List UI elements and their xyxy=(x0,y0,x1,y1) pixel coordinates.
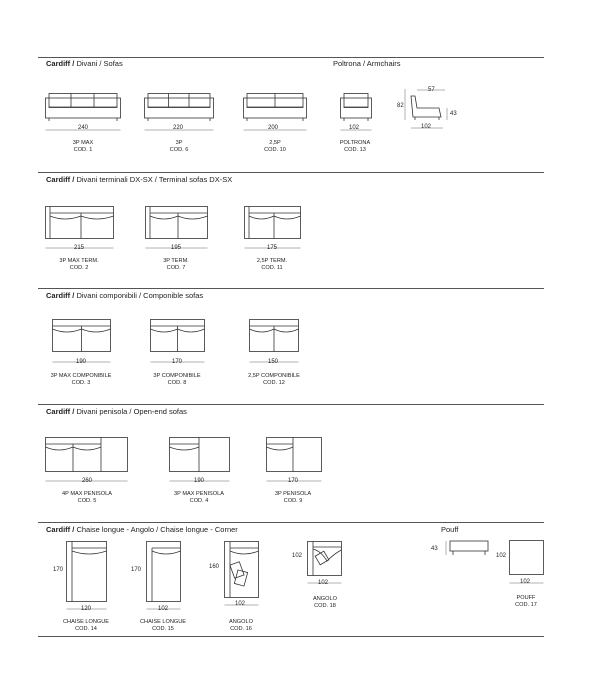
model-name: CHAISE LONGUE xyxy=(62,619,110,625)
width-dimension: 215 xyxy=(74,245,85,251)
section-title: Divani penisola / Open-end sofas xyxy=(76,407,187,416)
width-dimension: 260 xyxy=(82,478,93,484)
section-title: Divani componibili / Componible sofas xyxy=(76,291,204,300)
width-dimension: 190 xyxy=(194,478,205,484)
model-code: COD. 18 xyxy=(314,603,336,609)
width-dimension: 175 xyxy=(267,245,278,251)
model-caption xyxy=(275,491,311,505)
model-code: COD. 12 xyxy=(263,380,285,386)
model-caption xyxy=(248,373,300,387)
model-name: 2,5P xyxy=(269,140,281,146)
section-title: Divani / Sofas xyxy=(76,59,123,68)
section-divider xyxy=(38,288,544,289)
model-caption xyxy=(63,619,109,633)
model-caption xyxy=(264,140,286,154)
model-caption xyxy=(73,140,93,154)
pouff-side-drawing xyxy=(440,540,490,560)
height-dimension: 82 xyxy=(397,103,404,109)
depth-dimension: 57 xyxy=(428,87,435,93)
chaise-longue-15 xyxy=(146,541,182,613)
section-divider xyxy=(38,404,544,405)
height-dimension: 170 xyxy=(53,567,64,573)
model-name: 3P MAX TERM. xyxy=(59,258,99,264)
width-dimension: 195 xyxy=(171,245,182,251)
height-dimension: 170 xyxy=(131,567,142,573)
model-name: POLTRONA xyxy=(339,140,371,146)
width-dimension: 170 xyxy=(172,359,183,365)
width-dimension: 200 xyxy=(268,125,279,131)
section-divider xyxy=(38,636,544,637)
model-code: COD. 8 xyxy=(167,380,187,386)
width-dimension: 150 xyxy=(268,359,279,365)
model-name: POUFF xyxy=(516,595,536,601)
model-code: COD. 9 xyxy=(283,498,303,504)
height-dimension: 102 xyxy=(292,553,303,559)
model-caption xyxy=(174,491,224,505)
model-code: COD. 6 xyxy=(169,147,189,153)
section-title: Divani terminali DX-SX / Terminal sofas DX-SX xyxy=(76,175,233,184)
model-caption xyxy=(140,619,186,633)
model-name: 3P MAX PENISOLA xyxy=(174,491,224,497)
width-dimension: 102 xyxy=(235,601,246,607)
section-header: Cardiff / Chaise longue - Angolo / Chaise longue - Corner xyxy=(46,525,238,534)
model-code: COD. 4 xyxy=(189,498,209,504)
model-caption xyxy=(59,258,98,272)
width-dimension: 102 xyxy=(421,124,432,130)
model-name: CHAISE LONGUE xyxy=(139,619,187,625)
section-header: Cardiff / Divani / Sofas xyxy=(46,59,123,68)
section-header: Cardiff / Divani componibili / Componible sofas xyxy=(46,291,204,300)
model-caption xyxy=(170,140,189,154)
model-code: COD. 1 xyxy=(73,147,93,153)
width-dimension: 120 xyxy=(81,606,92,612)
model-caption xyxy=(340,140,370,154)
model-code: COD. 7 xyxy=(166,265,186,271)
model-code: COD. 5 xyxy=(77,498,97,504)
model-code: COD. 11 xyxy=(261,265,283,271)
width-dimension: 102 xyxy=(318,580,329,586)
model-caption xyxy=(51,373,112,387)
model-code: COD. 3 xyxy=(71,380,91,386)
width-dimension: 102 xyxy=(349,125,360,131)
section-divider xyxy=(38,172,544,173)
model-name: 2,5P COMPONIBILE xyxy=(248,373,300,379)
model-caption xyxy=(62,491,112,505)
width-dimension: 240 xyxy=(78,125,89,131)
section-divider xyxy=(38,57,544,58)
model-code: COD. 15 xyxy=(152,626,174,632)
pouff-side xyxy=(440,540,490,560)
model-name: 4P MAX PENISOLA xyxy=(62,491,112,497)
model-name: ANGOLO xyxy=(229,619,253,625)
model-caption xyxy=(257,258,287,272)
brand-name: Cardiff xyxy=(46,525,71,534)
model-caption xyxy=(229,619,253,633)
model-code: COD. 14 xyxy=(75,626,97,632)
section-header: Cardiff / Divani terminali DX-SX / Terminal sofas DX-SX xyxy=(46,175,233,184)
model-caption xyxy=(313,596,337,610)
brand-name: Cardiff xyxy=(46,407,71,416)
model-name: 3P COMPONIBILE xyxy=(153,373,201,379)
model-name: 3P PENISOLA xyxy=(274,491,312,497)
chaise-top-drawing xyxy=(66,541,108,613)
brand-name: Cardiff xyxy=(46,175,71,184)
height-dimension: 43 xyxy=(431,546,438,552)
model-caption xyxy=(153,373,200,387)
width-dimension: 190 xyxy=(76,359,87,365)
model-code: COD. 16 xyxy=(230,626,252,632)
section-divider xyxy=(38,522,544,523)
model-code: COD. 2 xyxy=(69,265,89,271)
seat-height-dimension: 43 xyxy=(450,111,457,117)
width-dimension: 102 xyxy=(158,606,169,612)
section-title: Chaise longue - Angolo / Chaise longue - Corner xyxy=(76,525,238,534)
model-code: COD. 10 xyxy=(264,147,286,153)
width-dimension: 170 xyxy=(288,478,299,484)
model-name: ANGOLO xyxy=(313,596,337,602)
pouff-header: Pouff xyxy=(441,525,459,534)
model-name: 3P xyxy=(175,140,183,146)
brand-name: Cardiff xyxy=(46,59,71,68)
width-dimension: 102 xyxy=(520,579,531,585)
model-caption xyxy=(163,258,189,272)
height-dimension: 160 xyxy=(209,564,220,570)
model-caption xyxy=(515,595,537,609)
width-dimension: 220 xyxy=(173,125,184,131)
armchairs-header: Poltrona / Armchairs xyxy=(333,59,401,68)
model-name: 3P MAX xyxy=(72,140,94,146)
chaise-top-drawing xyxy=(146,541,182,613)
model-name: 3P MAX COMPONIBILE xyxy=(50,373,112,379)
height-dimension: 102 xyxy=(496,553,507,559)
section-header: Cardiff / Divani penisola / Open-end sofas xyxy=(46,407,187,416)
model-code: COD. 13 xyxy=(344,147,366,153)
model-name: 2,5P TERM. xyxy=(256,258,288,264)
chaise-longue-14 xyxy=(66,541,108,613)
model-code: COD. 17 xyxy=(515,602,537,608)
model-name: 3P TERM. xyxy=(163,258,189,264)
brand-name: Cardiff xyxy=(46,291,71,300)
